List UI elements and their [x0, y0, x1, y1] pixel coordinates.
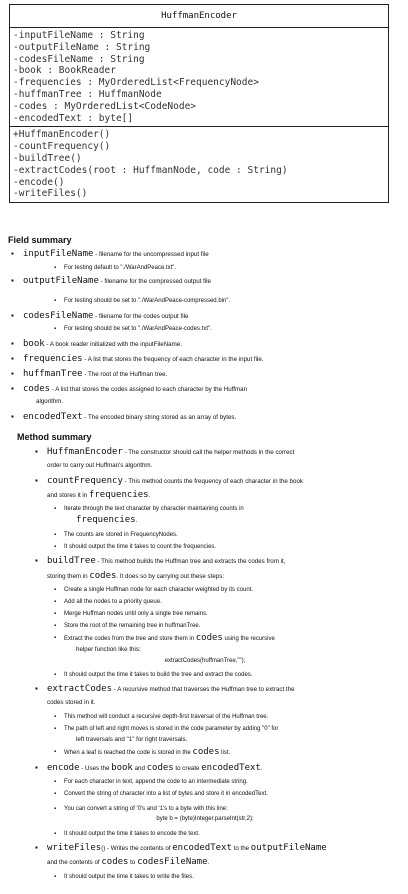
field-item	[23, 369, 389, 380]
field-item	[23, 339, 389, 350]
method-subitem: ▪ For each character in text, append the code to an intermediate string.	[64, 777, 389, 787]
field-name: codesFileName	[23, 311, 94, 321]
uml-field: -book : BookReader	[13, 65, 116, 77]
uml-method: -countFrequency()	[13, 141, 111, 153]
method-subitem: ▪ Store the root of the remaining tree in huffmanTree.	[64, 621, 389, 631]
code-text: codes	[101, 857, 129, 867]
code-text: book	[111, 763, 133, 773]
uml-methods	[10, 127, 388, 202]
uml-method: -buildTree()	[13, 152, 82, 164]
uml-class-diagram	[9, 4, 389, 203]
method-name: extractCodes	[47, 684, 113, 694]
method-desc-cont: codes stored in it.	[47, 699, 96, 706]
method-subitem-cont: helper function like this:	[76, 646, 141, 653]
text: () - Writes the contents of	[101, 845, 173, 852]
method-subitem	[64, 633, 389, 644]
method-item	[47, 556, 392, 567]
field-item	[23, 384, 389, 395]
text: Extract the codes from the tree and store them in	[64, 636, 196, 642]
field-name: book	[23, 339, 45, 349]
uml-field: -codes : MyOrderedList<CodeNode>	[13, 100, 197, 112]
field-desc: - A list that stores the frequency of each character in the input file.	[82, 356, 264, 363]
method-name: writeFiles	[47, 843, 102, 853]
field-desc: - filename for the compressed output file	[98, 278, 211, 285]
text: - Uses the	[79, 765, 112, 772]
method-item	[47, 447, 392, 458]
field-subitem: ▪ For testing should be set to "./WarAndPeace-codes.txt".	[64, 324, 389, 334]
code-text: encodedText	[201, 763, 261, 773]
field-name: inputFileName	[23, 249, 94, 259]
method-desc: - A recursive method that traverses the Huffman tree to extract the	[112, 686, 295, 693]
text: .	[135, 517, 138, 524]
code-text: encodedText	[172, 843, 232, 853]
code-example: byte b = (byte)Integer.parseInt(str,2);	[156, 816, 254, 822]
code-text: codes	[192, 747, 220, 757]
code-text: frequencies	[88, 490, 149, 500]
text: to create	[173, 765, 202, 772]
field-name: encodedText	[23, 412, 83, 422]
field-item	[23, 354, 389, 365]
text: and stores it in	[47, 492, 89, 499]
method-subitem: ▪ You can convert a string of '0's and '1's to a byte with this line:	[64, 804, 389, 814]
method-subitem: ▪ It should output the time it takes to count the frequencies.	[64, 542, 389, 552]
field-name: huffmanTree	[23, 369, 83, 379]
uml-field: -encodedText : byte[]	[13, 112, 134, 124]
method-subitem: ▪ This method will conduct a recursive depth-first traversal of the Huffman tree.	[64, 712, 389, 722]
field-item	[23, 276, 389, 287]
field-name: frequencies	[23, 354, 83, 364]
field-name: codes	[23, 384, 51, 394]
method-name: HuffmanEncoder	[47, 447, 123, 457]
uml-method: -extractCodes(root : HuffmanNode, code : String)	[13, 164, 288, 176]
uml-field: -outputFileName : String	[13, 41, 151, 53]
method-desc-cont	[47, 571, 224, 582]
uml-field: -huffmanTree : HuffmanNode	[13, 88, 162, 100]
method-desc-cont	[47, 490, 150, 501]
method-subitem: ▪ Convert the string of character into a list of bytes and store it in encodedText.	[64, 789, 389, 799]
field-desc: - A book reader initialized with the inputFileName.	[44, 341, 182, 348]
method-subitem-cont	[76, 515, 137, 526]
class-name: HuffmanEncoder	[10, 5, 388, 28]
method-desc-cont	[47, 857, 209, 868]
field-desc: - The root of the Huffman tree.	[82, 371, 168, 378]
method-subitem: ▪ It should output the time it takes to write the files.	[64, 872, 389, 882]
text: to	[128, 859, 138, 866]
method-desc: - This method counts the frequency of each character in the book	[122, 478, 303, 485]
method-subitem: ▪ The counts are stored in FrequencyNodes.	[64, 530, 389, 540]
text: .	[260, 765, 263, 772]
field-subitem: ▪ For testing default to "./WarAndPeace.txt".	[64, 263, 389, 273]
method-desc: - The constructor should call the helper methods in the correct	[122, 449, 295, 456]
field-item	[23, 249, 389, 260]
uml-field: -codesFileName : String	[13, 53, 145, 65]
method-subitem: ▪ Create a single Huffman node for each character weighted by its count.	[64, 585, 389, 595]
method-desc-cont: order to carry out Huffman's algorithm.	[47, 462, 153, 469]
code-example: extractCodes(huffmanTree,"");	[164, 658, 246, 664]
method-summary-heading: Method summary	[17, 432, 92, 442]
field-subitem: ▪ For testing should be set to "./WarAndPeace-compressed.bin".	[64, 296, 389, 306]
text: using the recursive	[222, 636, 275, 642]
method-item	[47, 684, 392, 695]
code-text: codesFileName	[137, 857, 208, 867]
text: storing them in	[47, 573, 90, 580]
text: to the	[231, 845, 251, 852]
method-item	[47, 476, 392, 487]
text: and the contents of	[47, 859, 102, 866]
field-desc: - filename for the uncompressed input file	[93, 251, 209, 258]
text: .	[207, 859, 210, 866]
field-summary-heading: Field summary	[8, 235, 72, 245]
method-subitem: ▪ Add all the nodes to a priority queue.	[64, 597, 389, 607]
uml-field: -inputFileName : String	[13, 30, 145, 41]
method-item	[47, 843, 392, 854]
uml-method: -writeFiles()	[13, 188, 88, 200]
method-subitem: ▪ Merge Huffman nodes until only a single tree remains.	[64, 609, 389, 619]
field-item	[23, 412, 389, 423]
text: list.	[219, 750, 231, 756]
field-desc-cont: algorithm.	[36, 398, 64, 405]
code-text: outputFileName	[250, 843, 327, 853]
text: When a leaf is reached the code is stored in the	[64, 750, 193, 756]
uml-field: -frequencies : MyOrderedList<FrequencyNode>	[13, 77, 259, 89]
method-subitem: ▪ The path of left and right moves is stored in the code parameter by adding "0" for	[64, 724, 389, 734]
uml-method: -encode()	[13, 176, 65, 188]
method-name: encode	[47, 763, 80, 773]
field-item	[23, 311, 389, 322]
field-desc: - The encoded binary string stored as an array of bytes.	[82, 414, 237, 421]
method-name: countFrequency	[47, 476, 123, 486]
field-desc: - filename for the codes output file	[93, 313, 189, 320]
code-text: codes	[195, 633, 223, 643]
method-subitem	[64, 747, 389, 758]
text: and	[132, 765, 147, 772]
method-subitem: ▪ Iterate through the text character by character maintaining counts in	[64, 504, 389, 514]
uml-method: +HuffmanEncoder()	[13, 129, 111, 141]
text: . It does so by carrying out these steps:	[116, 573, 225, 580]
uml-fields	[10, 28, 388, 127]
code-text: codes	[146, 763, 174, 773]
text: .	[148, 492, 151, 499]
field-desc: - A list that stores the codes assigned to each character by the Huffman	[50, 386, 248, 393]
method-subitem: ▪ It should output the time it takes to build the tree and extract the codes.	[64, 670, 389, 680]
method-subitem-cont: left traversals and "1" for right traversals.	[76, 736, 188, 743]
code-text: codes	[89, 571, 117, 581]
method-subitem: ▪ It should output the time it takes to encode the text.	[64, 829, 389, 839]
method-item	[47, 763, 392, 774]
field-name: outputFileName	[23, 276, 99, 286]
method-name: buildTree	[47, 556, 96, 566]
method-desc: - This method builds the Huffman tree and extracts the codes from it,	[95, 558, 286, 565]
code-text: frequencies	[76, 515, 136, 525]
